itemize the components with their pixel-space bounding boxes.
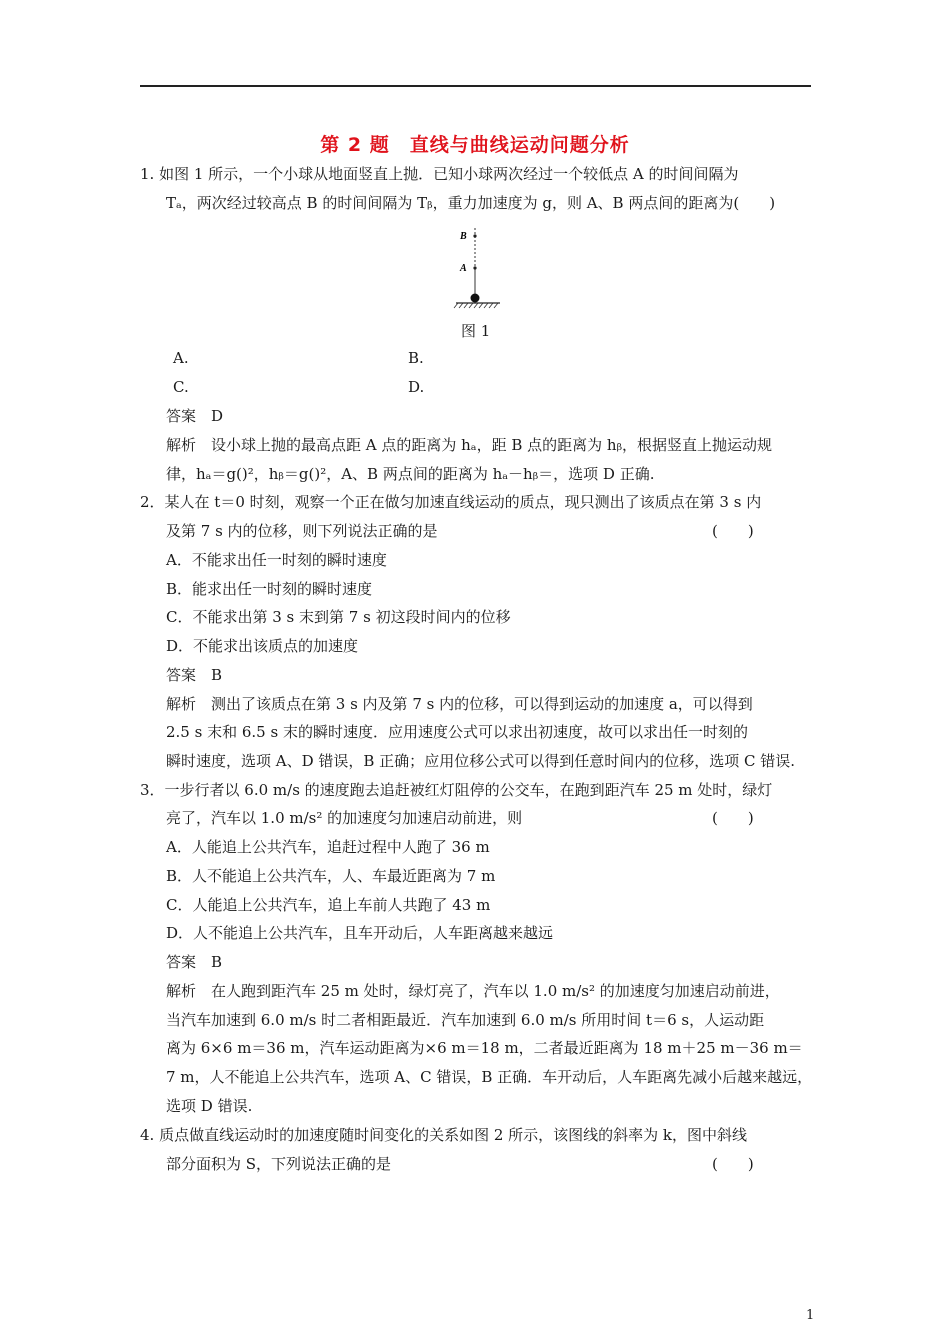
- q2-option-d: D．不能求出该质点的加速度: [166, 637, 359, 655]
- q1-explanation-line-2: 律，hₐ＝g()²，hᵦ＝g()²，A、B 两点间的距离为 hₐ－hᵦ＝，选项 D 正确.: [166, 465, 655, 483]
- figure-1-diagram: [450, 222, 510, 312]
- q2-answer-blank: ( ): [712, 522, 754, 540]
- q2-explanation-line-2: 2.5 s 末和 6.5 s 末的瞬时速度．应用速度公式可以求出初速度，故可以求出任一时刻的: [166, 723, 748, 741]
- q3-stem-line-1: 3．一步行者以 6.0 m/s 的速度跑去追赶被红灯阻停的公交车，在跑到距汽车 25 m 处时，绿灯: [140, 781, 773, 799]
- q3-option-c: C．人能追上公共汽车，追上车前人共跑了 43 m: [166, 896, 491, 914]
- q3-option-d: D．人不能追上公共汽车，且车开动后，人车距离越来越远: [166, 924, 554, 942]
- point-b-marker: [473, 234, 476, 237]
- q1-option-b: B.: [408, 349, 424, 367]
- ball-icon: [471, 294, 480, 303]
- q2-stem-line-2: 及第 7 s 内的位移，则下列说法正确的是: [166, 522, 438, 540]
- q1-answer: 答案 D: [166, 407, 224, 425]
- page-number: 1: [806, 1308, 815, 1323]
- q3-explanation-line-3: 离为 6×6 m＝36 m，汽车运动距离为×6 m＝18 m，二者最近距离为 18 m＋25 m－36 m＝: [166, 1039, 803, 1057]
- q3-explanation-line-1: 解析 在人跑到距汽车 25 m 处时，绿灯亮了，汽车以 1.0 m/s² 的加速度匀加速启动前进，: [166, 982, 780, 1000]
- q4-stem-line-1: 4. 质点做直线运动时的加速度随时间变化的关系如图 2 所示，该图线的斜率为 k，图中斜线: [140, 1126, 748, 1144]
- q3-option-b: B．人不能追上公共汽车，人、车最近距离为 7 m: [166, 867, 496, 885]
- q1-option-d: D.: [408, 378, 425, 396]
- q3-option-a: A．人能追上公共汽车，追赶过程中人跑了 36 m: [166, 838, 490, 856]
- q2-option-a: A．不能求出任一时刻的瞬时速度: [166, 551, 387, 569]
- figure-1-caption: 图 1: [461, 322, 491, 340]
- figure-label-b: B: [460, 231, 467, 242]
- q4-answer-blank: ( ): [712, 1155, 754, 1173]
- q3-explanation-line-5: 选项 D 错误.: [166, 1097, 253, 1115]
- page-title: 第 2 题 直线与曲线运动问题分析: [320, 134, 630, 156]
- q2-option-b: B．能求出任一时刻的瞬时速度: [166, 580, 373, 598]
- header-rule: [140, 85, 811, 87]
- q3-stem-line-2: 亮了，汽车以 1.0 m/s² 的加速度匀加速启动前进，则: [166, 809, 523, 827]
- q3-answer-blank: ( ): [712, 809, 754, 827]
- ground-hatching: [454, 303, 498, 308]
- q1-stem-line-1: 1. 如图 1 所示，一个小球从地面竖直上抛．已知小球两次经过一个较低点 A 的时间间隔为: [140, 165, 739, 183]
- q2-explanation-line-1: 解析 测出了该质点在第 3 s 内及第 7 s 内的位移，可以得到运动的加速度 a，可以得到: [166, 695, 753, 713]
- q4-stem-line-2: 部分面积为 S，下列说法正确的是: [166, 1155, 392, 1173]
- q3-answer: 答案 B: [166, 953, 223, 971]
- q1-option-a: A.: [173, 349, 189, 367]
- q2-answer: 答案 B: [166, 666, 223, 684]
- q1-explanation-line-1: 解析 设小球上抛的最高点距 A 点的距离为 hₐ，距 B 点的距离为 hᵦ，根据竖直上抛运动规: [166, 436, 773, 454]
- q1-option-c: C.: [173, 378, 189, 396]
- point-a-marker: [473, 266, 476, 269]
- q2-explanation-line-3: 瞬时速度，选项 A、D 错误，B 正确；应用位移公式可以得到任意时间内的位移，选项 C 错误.: [166, 752, 795, 770]
- q3-explanation-line-2: 当汽车加速到 6.0 m/s 时二者相距最近．汽车加速到 6.0 m/s 所用时间 t＝6 s，人运动距: [166, 1011, 765, 1029]
- q3-explanation-line-4: 7 m，人不能追上公共汽车，选项 A、C 错误，B 正确．车开动后，人车距离先减小后越来越远，: [166, 1068, 813, 1086]
- q2-option-c: C．不能求出第 3 s 末到第 7 s 初这段时间内的位移: [166, 608, 511, 626]
- figure-label-a: A: [460, 263, 467, 274]
- q1-stem-line-2: Tₐ，两次经过较高点 B 的时间间隔为 Tᵦ，重力加速度为 g，则 A、B 两点间的距离为( ): [166, 194, 776, 212]
- q2-stem-line-1: 2．某人在 t＝0 时刻，观察一个正在做匀加速直线运动的质点，现只测出了该质点在第 3 s 内: [140, 493, 762, 511]
